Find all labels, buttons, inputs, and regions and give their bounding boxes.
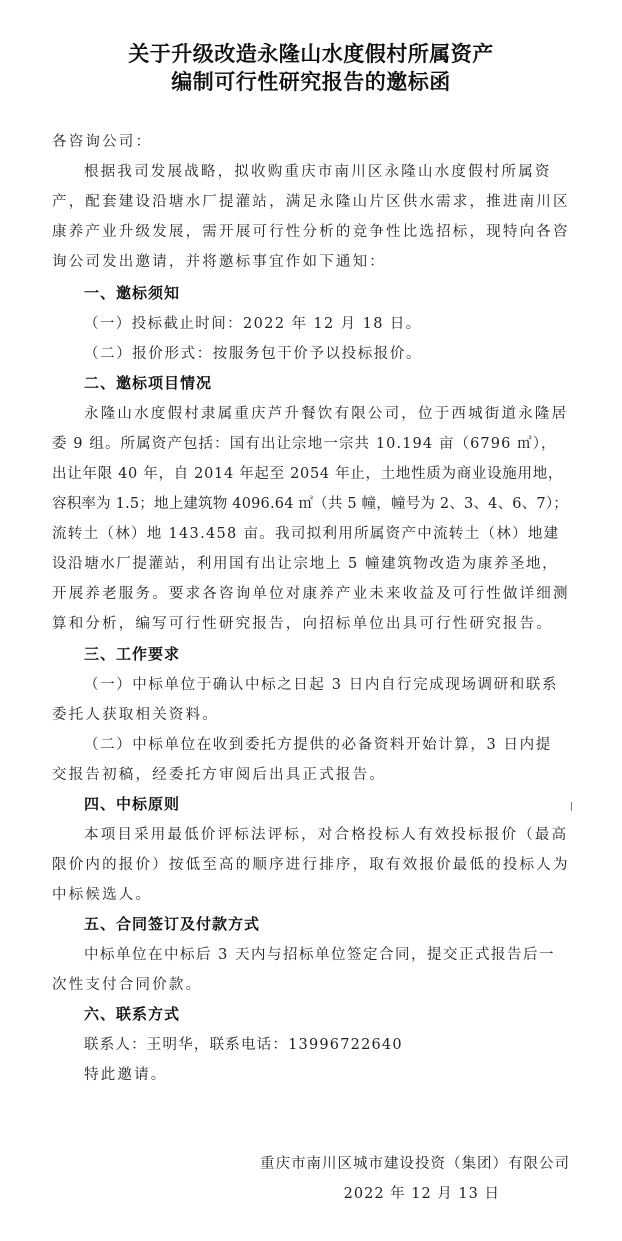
- section-2-line: 设沿塘水厂提灌站，利用国有出让宗地上 5 幢建筑物改造为康养圣地，: [52, 556, 559, 572]
- section-4-line: 中标候选人。: [52, 887, 153, 903]
- contact-line: 联系人：王明华，联系电话：13996722640: [84, 1037, 403, 1053]
- section-3-line: 委托人获取相关资料。: [52, 707, 219, 723]
- closing-line: 特此邀请。: [84, 1067, 168, 1083]
- section-5-line: 次性支付合同价款。: [52, 977, 203, 993]
- section-1-item: （一）投标截止时间：2022 年 12 月 18 日。: [84, 316, 422, 332]
- signature-org: 重庆市南川区城市建设投资（集团）有限公司: [260, 1156, 570, 1172]
- section-2-line: 永隆山水度假村隶属重庆芦升餐饮有限公司，位于西城街道永隆居: [84, 406, 569, 422]
- section-3-line: （一）中标单位于确认中标之日起 3 日内自行完成现场调研和联系: [84, 677, 559, 693]
- letter-title-line-1: 关于升级改造永隆山水度假村所属资产: [128, 42, 494, 66]
- section-heading-6: 六、联系方式: [84, 1005, 181, 1023]
- section-2-line: 委 9 组。所属资产包括：国有出让宗地一宗共 10.194 亩（6796 ㎡），: [52, 436, 557, 452]
- section-heading-3: 三、工作要求: [84, 645, 181, 663]
- section-4-line: 限价内的报价）按低至高的顺序进行排序，取有效报价最低的投标人为: [52, 857, 570, 873]
- letter-title-line-2: 编制可行性研究报告的邀标函: [171, 70, 451, 94]
- intro-line: 根据我司发展战略，拟收购重庆市南川区永隆山水度假村所属资: [84, 164, 552, 180]
- margin-mark: [571, 802, 572, 811]
- section-1-item: （二）报价形式：按服务包干价予以投标报价。: [84, 346, 423, 362]
- section-heading-1: 一、邀标须知: [84, 284, 181, 302]
- section-4-line: 本项目采用最低价评标法评标，对合格投标人有效投标报价（最高: [84, 827, 569, 843]
- section-3-line: 交报告初稿，经委托方审阅后出具正式报告。: [52, 767, 386, 783]
- intro-line: 康养产业升级发展，需开展可行性分析的竞争性比选招标，现特向各咨: [52, 224, 570, 240]
- intro-line: 询公司发出邀请，并将邀标事宜作如下通知：: [52, 254, 386, 270]
- section-2-line: 算和分析，编写可行性研究报告，向招标单位出具可行性研究报告。: [52, 616, 553, 632]
- section-heading-5: 五、合同签订及付款方式: [84, 915, 261, 933]
- intro-line: 产，配套建设沿塘水厂提灌站，满足永隆山片区供水需求，推进南川区: [52, 194, 570, 210]
- section-heading-2: 二、邀标项目情况: [84, 374, 213, 392]
- salutation: 各咨询公司：: [52, 134, 153, 150]
- section-2-line: 出让年限 40 年，自 2014 年起至 2054 年止，土地性质为商业设施用地，: [52, 466, 564, 482]
- section-2-line: 容积率为 1.5；地上建筑物 4096.64 ㎡（共 5 幢，幢号为 2、3、4、6、7）；: [52, 496, 568, 512]
- section-2-line: 流转土（林）地 143.458 亩。我司拟利用所属资产中流转土（林）地建: [52, 526, 560, 542]
- signature-date: 2022 年 12 月 13 日: [343, 1186, 500, 1202]
- section-5-line: 中标单位在中标后 3 天内与招标单位签定合同，提交正式报告后一: [84, 947, 555, 963]
- section-3-line: （二）中标单位在收到委托方提供的必备资料开始计算，3 日内提: [84, 737, 552, 753]
- section-2-line: 开展养老服务。要求各咨询单位对康养产业未来收益及可行性做详细测: [52, 586, 570, 602]
- section-heading-4: 四、中标原则: [84, 795, 181, 813]
